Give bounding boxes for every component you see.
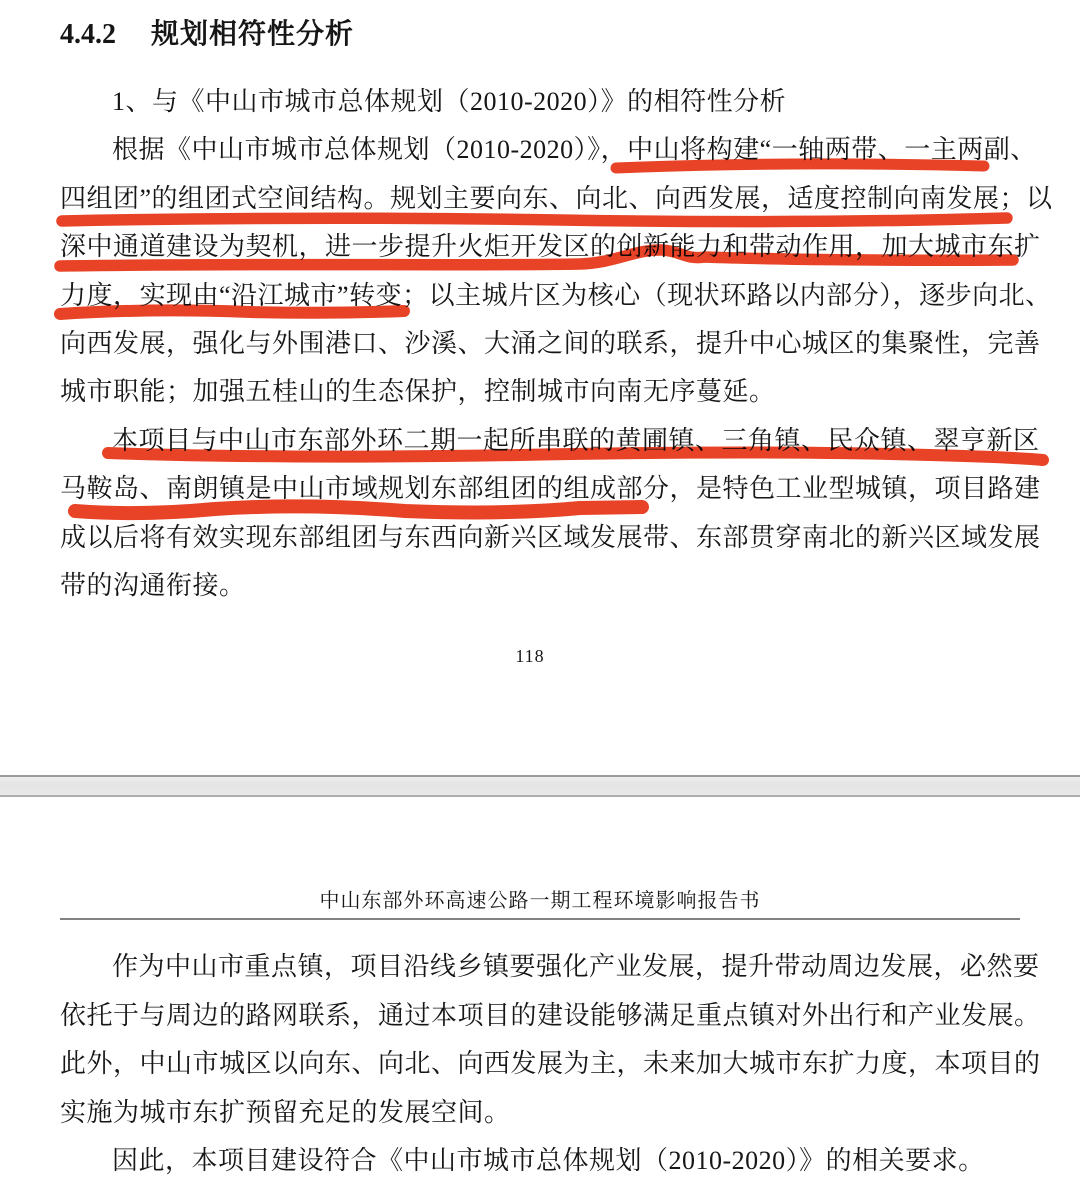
body-line: 城市职能；加强五桂山的生态保护，控制城市向南无序蔓延。 bbox=[60, 377, 776, 407]
body-line: 本项目与中山市东部外环二期一起所串联的黄圃镇、三角镇、民众镇、翠亨新区 bbox=[112, 425, 1040, 455]
section-title: 规划相符性分析 bbox=[151, 19, 355, 50]
body-line: 根据《中山市城市总体规划（2010-2020）》，中山将构建“一轴两带、一主两副、 bbox=[112, 135, 1037, 165]
running-header: 中山东部外环高速公路一期工程环境影响报告书 bbox=[319, 890, 761, 912]
section-heading bbox=[60, 12, 354, 52]
body-line: 依托于与周边的路网联系，通过本项目的建设能够满足重点镇对外出行和产业发展。 bbox=[60, 1000, 1041, 1030]
body-line: 四组团”的组团式空间结构。规划主要向东、向北、向西发展，适度控制向南发展；以 bbox=[60, 183, 1053, 213]
body-line: 作为中山市重点镇，项目沿线乡镇要强化产业发展，提升带动周边发展，必然要 bbox=[112, 952, 1040, 981]
body-line: 此外，中山市城区以向东、向北、向西发展为主，未来加大城市东扩力度，本项目的 bbox=[60, 1049, 1041, 1079]
body-line: 向西发展，强化与外围港口、沙溪、大涌之间的联系，提升中心城区的集聚性，完善 bbox=[60, 329, 1041, 359]
body-line: 成以后将有效实现东部组团与东西向新兴区域发展带、东部贯穿南北的新兴区域发展 bbox=[60, 522, 1041, 552]
body-line: 带的沟通衔接。 bbox=[60, 571, 246, 601]
subheading: 1、与《中山市城市总体规划（2010-2020）》的相符性分析 bbox=[112, 87, 787, 116]
page1-body bbox=[60, 78, 1053, 610]
header-rule bbox=[60, 918, 1020, 920]
body-line: 力度，实现由“沿江城市”转变；以主城片区为核心（现状环路以内部分），逐步向北、 bbox=[60, 280, 1052, 310]
page-divider bbox=[0, 775, 1080, 797]
section-number: 4.4.2 bbox=[60, 19, 116, 50]
body-line: 马鞍岛、南朗镇是中山市域规划东部组团的组成部分，是特色工业型城镇，项目路建 bbox=[60, 474, 1041, 504]
page-number: 118 bbox=[515, 646, 545, 666]
page2-body bbox=[60, 943, 1041, 1186]
body-line: 实施为城市东扩预留充足的发展空间。 bbox=[60, 1097, 511, 1127]
body-line: 深中通道建设为契机，进一步提升火炬开发区的创新能力和带动作用，加大城市东扩 bbox=[60, 232, 1041, 262]
body-line: 因此，本项目建设符合《中山市城市总体规划（2010-2020）》的相关要求。 bbox=[112, 1146, 985, 1176]
